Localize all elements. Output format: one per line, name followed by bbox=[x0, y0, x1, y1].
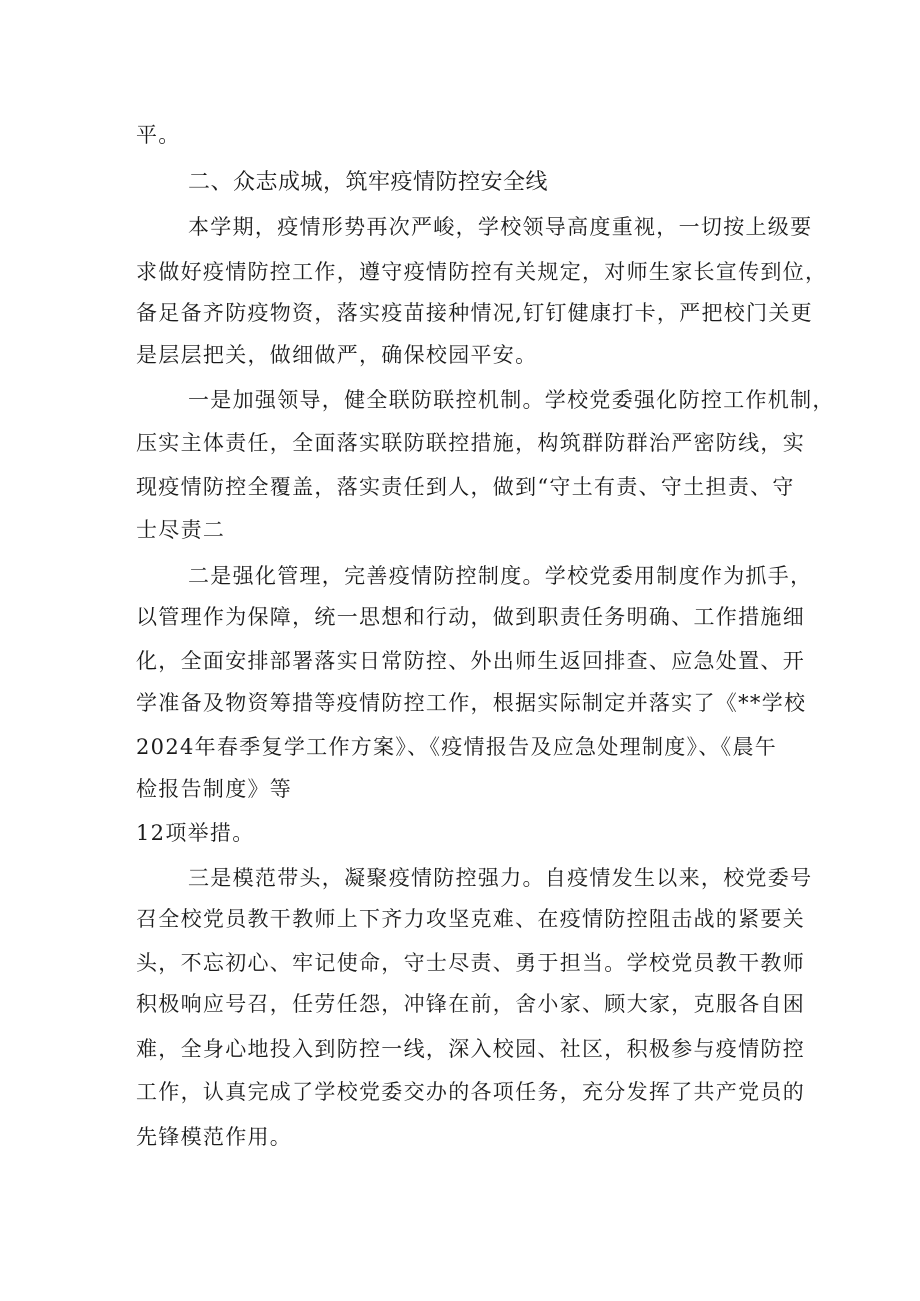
text-line: 士尽责二 bbox=[136, 518, 226, 542]
text-line: 12项举措。 bbox=[136, 821, 255, 845]
text-line: 现疫情防控全覆盖，落实责任到人，做到“守土有责、守土担责、守 bbox=[136, 475, 795, 499]
text-line: 头，不忘初心、牢记使命，守士尽责、勇于担当。学校党员教干教师 bbox=[136, 951, 805, 975]
text-line: 本学期，疫情形势再次严峻，学校领导高度重视，一切按上级要 bbox=[188, 215, 813, 239]
text-line: 是层层把关，做细做严，确保校园平安。 bbox=[136, 343, 538, 367]
text-line: 先锋模范作用。 bbox=[136, 1125, 293, 1149]
text-line: 积极响应号召，任劳任怨，冲锋在前，舍小家、顾大家，克服各自困 bbox=[136, 992, 805, 1016]
text-line: 备足备齐防疫物资，落实疫苗接种情况,钉钉健康打卡，严把校门关更 bbox=[136, 301, 813, 325]
text-line: 难，全身心地投入到防控一线，深入校园、社区，积极参与疫情防控 bbox=[136, 1037, 805, 1061]
text-line: 化，全面安排部署落实日常防控、外出师生返回排查、应急处置、开 bbox=[136, 649, 805, 673]
text-line: 学准备及物资筹措等疫情防控工作，根据实际制定并落实了《**学校 bbox=[136, 691, 807, 715]
text-line: 2024年春季复学工作方案》、《疫情报告及应急处理制度》、《晨午 bbox=[136, 735, 778, 759]
text-line: 二是强化管理，完善疫情防控制度。学校党委用制度作为抓手， bbox=[188, 564, 813, 588]
text-line: 三是模范带头，凝聚疫情防控强力。自疫情发生以来，校党委号 bbox=[188, 866, 813, 890]
section-heading: 二、众志成城，筑牢疫情防控安全线 bbox=[188, 170, 549, 195]
text-line: 压实主体责任，全面落实联防联控措施，构筑群防群治严密防线，实 bbox=[136, 431, 805, 455]
text-line: 一是加强领导，健全联防联控机制。学校党委强化防控工作机制， bbox=[188, 388, 835, 412]
text-line: 召全校党员教干教师上下齐力攻坚克难、在疫情防控阻击战的紧要关 bbox=[136, 907, 805, 931]
text-line: 工作，认真完成了学校党委交办的各项任务，充分发挥了共产党员的 bbox=[136, 1080, 805, 1104]
text-line: 求做好疫情防控工作，遵守疫情防控有关规定，对师生家长宣传到位， bbox=[136, 260, 828, 284]
text-line: 检报告制度》等 bbox=[136, 777, 293, 801]
paragraph-end-line: 平。 bbox=[136, 123, 181, 147]
text-line: 以管理作为保障，统一思想和行动，做到职责任务明确、工作措施细 bbox=[136, 605, 805, 629]
